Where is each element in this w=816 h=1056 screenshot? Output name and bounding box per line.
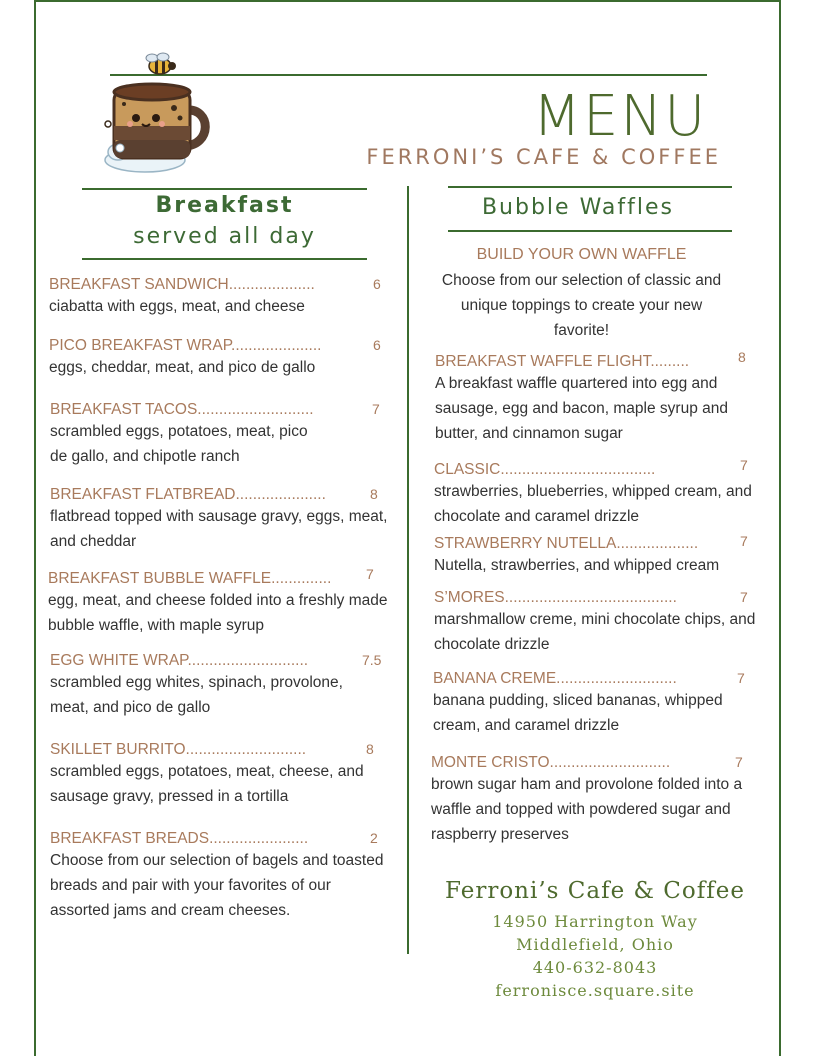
item-description: ciabatta with eggs, meat, and cheese: [49, 298, 305, 315]
menu-item-breakfast-breads: [50, 830, 395, 923]
menu-item-smores: [434, 589, 764, 657]
item-name: CLASSIC....................................: [434, 461, 656, 478]
cafe-subtitle: FERRONI’S CAFE & COFFEE: [366, 145, 721, 169]
item-description: eggs, cheddar, meat, and pico de gallo: [49, 359, 316, 376]
item-price: 7: [737, 670, 745, 686]
build-your-own-description: Choose from our selection of classic and unique toppings to create your new favorite!: [441, 272, 722, 339]
menu-item-skillet-burrito: [50, 741, 395, 809]
menu-item-breakfast-flatbread: [50, 486, 395, 554]
menu-item-breakfast-tacos: [50, 401, 395, 469]
item-price: 6: [373, 337, 381, 353]
item-price: 7: [740, 457, 748, 473]
item-price: 6: [373, 276, 381, 292]
item-price: 7: [366, 566, 374, 582]
item-name: BREAKFAST FLATBREAD.....................: [50, 486, 326, 503]
item-price: 8: [366, 741, 374, 757]
menu-title: MENU: [532, 84, 708, 149]
waffles-rule-top: [448, 186, 732, 188]
item-price: 7: [735, 754, 743, 770]
waffles-heading: Bubble Waffles: [481, 195, 675, 220]
item-description: flatbread topped with sausage gravy, eggs, meat, and cheddar: [50, 508, 388, 550]
item-name: S’MORES........................................: [434, 589, 677, 606]
item-description: banana pudding, sliced bananas, whipped cream, and caramel drizzle: [433, 692, 723, 734]
footer-address: 14950 Harrington Way: [492, 912, 698, 931]
menu-item-strawberry-nutella: [434, 535, 754, 578]
item-name: STRAWBERRY NUTELLA...................: [434, 535, 699, 552]
item-description: brown sugar ham and provolone folded into a waffle and topped with powdered sugar and raspberry preserves: [431, 776, 743, 843]
menu-item-pico-breakfast-wrap: [49, 337, 394, 380]
item-price: 7: [740, 589, 748, 605]
footer-website: ferronisce.square.site: [495, 981, 695, 1000]
item-price: 7.5: [362, 652, 382, 668]
item-description: A breakfast waffle quartered into egg and sausage, egg and bacon, maple syrup and butter, and cinnamon sugar: [435, 375, 728, 442]
item-name: SKILLET BURRITO............................: [50, 741, 307, 758]
item-description: scrambled eggs, potatoes, meat, pico de gallo, and chipotle ranch: [50, 423, 308, 465]
menu-item-classic: [434, 457, 754, 529]
breakfast-rule-top: [82, 188, 367, 190]
item-name: BANANA CREME............................: [433, 670, 677, 687]
item-name: MONTE CRISTO............................: [431, 754, 671, 771]
item-name: BREAKFAST SANDWICH....................: [49, 276, 315, 293]
menu-item-breakfast-waffle-flight: [435, 349, 755, 446]
item-description: strawberries, blueberries, whipped cream, and chocolate and caramel drizzle: [434, 483, 752, 525]
item-description: scrambled eggs, potatoes, meat, cheese, and sausage gravy, pressed in a tortilla: [50, 763, 364, 805]
menu-item-breakfast-sandwich: [49, 276, 394, 319]
item-description: scrambled egg whites, spinach, provolone, meat, and pico de gallo: [50, 674, 343, 716]
column-divider: [407, 186, 409, 954]
footer-phone: 440-632-8043: [532, 958, 658, 977]
item-name: EGG WHITE WRAP............................: [50, 652, 309, 669]
item-name: BREAKFAST BREADS.......................: [50, 830, 309, 847]
breakfast-subheading: served all day: [133, 224, 316, 249]
item-price: 8: [738, 349, 746, 365]
waffles-rule-bottom: [448, 230, 732, 232]
item-price: 8: [370, 486, 378, 502]
bee-icon: [146, 53, 176, 74]
item-description: Nutella, strawberries, and whipped cream: [434, 557, 720, 574]
menu-item-egg-white-wrap: [50, 652, 395, 720]
breakfast-rule-bottom: [82, 258, 367, 260]
item-name: PICO BREAKFAST WRAP.....................: [49, 337, 322, 354]
item-description: egg, meat, and cheese folded into a freshly made bubble waffle, with maple syrup: [48, 592, 388, 634]
item-description: marshmallow creme, mini chocolate chips, and chocolate drizzle: [434, 611, 756, 653]
item-description: Choose from our selection of bagels and toasted breads and pair with your favorites of our assorted jams and cream cheeses.: [50, 852, 384, 919]
footer-cafe-name: Ferroni’s Cafe & Coffee: [445, 878, 745, 904]
item-price: 7: [740, 533, 748, 549]
item-price: 2: [370, 830, 378, 846]
item-name: BREAKFAST BUBBLE WAFFLE..............: [48, 570, 332, 587]
build-your-own-title: BUILD YOUR OWN WAFFLE: [476, 246, 687, 263]
menu-item-banana-creme: [433, 670, 753, 738]
item-name: BREAKFAST TACOS...........................: [50, 401, 314, 418]
breakfast-heading: Breakfast: [155, 193, 294, 218]
menu-item-monte-cristo: [431, 754, 761, 847]
footer-city: Middlefield, Ohio: [516, 935, 674, 954]
coffee-mug-bee-icon: [100, 52, 218, 180]
item-name: BREAKFAST WAFFLE FLIGHT.........: [435, 353, 690, 370]
menu-item-breakfast-bubble-waffle: [48, 566, 393, 638]
item-price: 7: [372, 401, 380, 417]
